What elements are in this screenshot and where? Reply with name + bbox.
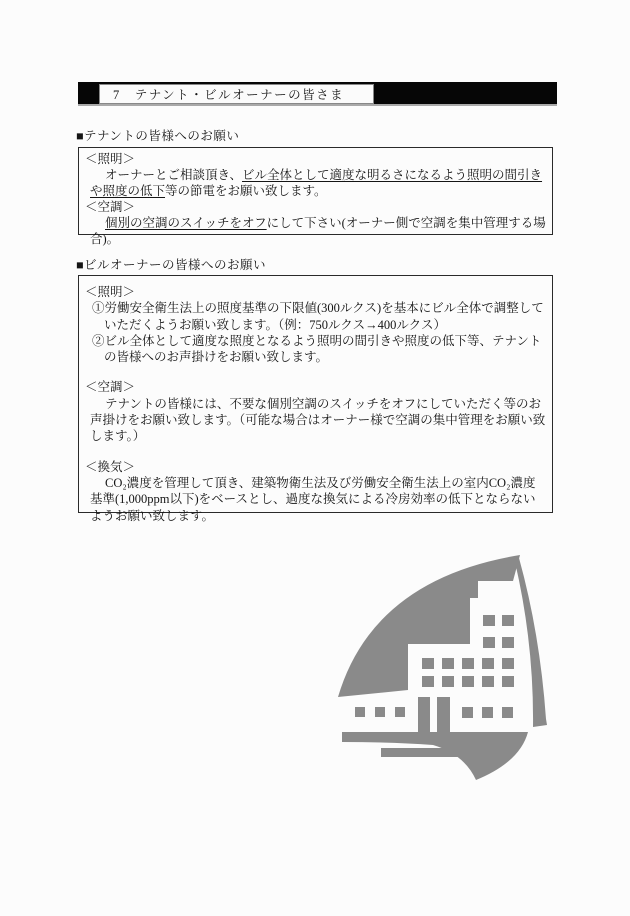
tenant-aircon-label: ＜空調＞ — [85, 200, 136, 214]
owner-lighting-label: ＜照明＞ — [85, 285, 136, 299]
tenant-lighting-post: 等の節電をお願い致します。 — [165, 184, 327, 198]
section-header-label — [99, 84, 374, 104]
tenant-lighting-pre: オーナーとご相談頂き、 — [105, 168, 243, 182]
owner-section-heading: ■ビルオーナーの皆様へのお願い — [76, 258, 267, 272]
owner-lighting-item1: ①労働安全衛生法上の照度基準の下限値(300ルクス)を基本にビル全体で調整していただくようお願い致します。（例：750ルクス→400ルクス） — [92, 301, 544, 332]
section-header-title: 7 テナント・ビルオーナーの皆さま — [113, 88, 345, 102]
owner-ventilation-text: CO₂濃度を管理して頂き、建築物衛生法及び労働安全衛生法上の室内CO₂濃度基準(1,000ppm以下)をベースとし、過度な換気による冷房効率の低下とならないようお願い致します。 — [90, 475, 536, 523]
tenant-lighting-text — [85, 167, 546, 199]
tenant-aircon-text — [85, 215, 546, 247]
tenant-aircon-underlined: 個別の空調のスイッチをオフ — [105, 216, 267, 230]
owner-ventilation-label: ＜換気＞ — [85, 459, 136, 474]
section-header-bar — [78, 82, 557, 106]
tenant-lighting-underlined: ビル全体として適度な明るさになるよう照明の間引きや照度の低下 — [90, 168, 543, 198]
owner-request-box — [78, 275, 553, 523]
tenant-section-heading: ■テナントの皆様へのお願い — [76, 129, 240, 143]
tenant-lighting-label: ＜照明＞ — [85, 152, 136, 166]
tenant-aircon-post: にして下さい(オーナー側で空調を集中管理する場合)。 — [90, 216, 546, 246]
right-sliver-shape — [515, 558, 547, 727]
owner-lighting-item2: ②ビル全体として適度な照度となるよう照明の間引きや照度の低下等、テナントの皆様へのお声掛けをお願い致します。 — [92, 333, 542, 365]
tenant-request-box — [78, 147, 553, 246]
owner-aircon-label: ＜空調＞ — [85, 380, 136, 395]
building-illustration — [335, 549, 561, 803]
owner-aircon-text: テナントの皆様には、不要な個別空調のスイッチをオフにしていただく等のお声掛けをお願い致します。（可能な場合はオーナー様で空調の集中管理をお願い致します。） — [90, 396, 546, 444]
